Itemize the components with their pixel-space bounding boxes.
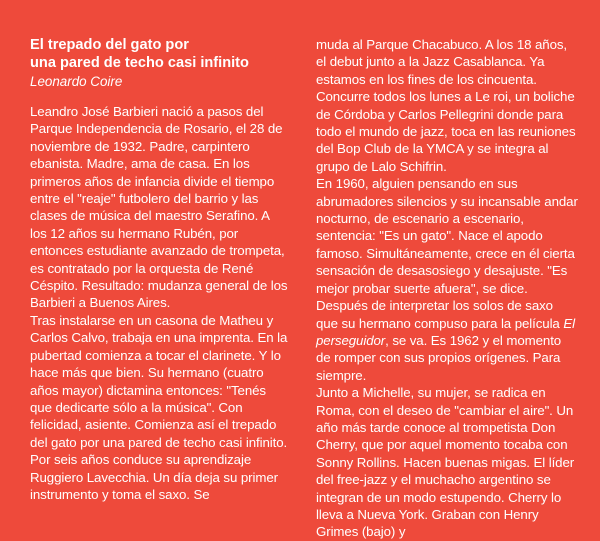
paragraph-left-2: Tras instalarse en un casona de Matheu y Carlos Calvo, trabaja en una imprenta. En la pubertad comienza a tocar el clarinete. Y lo hace más que bien. Su hermano (cuatro años mayor) dictamina entonces: "Tenés que dedicarte sólo a la música". Con felicidad, asiente. Comienza así el trepado del gato por una pared de techo casi infinito. xyxy=(30,312,288,450)
article-title xyxy=(30,36,288,72)
film-title: El perseguidor xyxy=(316,315,575,348)
author-byline: Leonardo Coire xyxy=(30,74,123,89)
paragraph-left-3: Por seis años conduce su aprendizaje Ruggiero Lavecchia. Un día deja su primer instrumento y toma el saxo. Se xyxy=(30,452,278,502)
left-column xyxy=(30,36,288,503)
paragraph-right-1: muda al Parque Chacabuco. A los 18 años, el debut junto a la Jazz Casablanca. Ya estamos en los fines de los cincuenta. Concurre todos los lunes a Le roi, un boliche de Córdoba y Carlos Pellegrini donde para todo el mundo de jazz, toca en las reuniones del Bop Club de la YMCA y se integra al grupo de Lalo Schifrin. xyxy=(316,37,576,174)
paragraph-right-2-tail: , se va. Es 1962 y el momento de romper con sus propios orígenes. Para siempre. xyxy=(316,332,562,383)
paragraph-left-1: Leandro José Barbieri nació a pasos del Parque Independencia de Rosario, el 28 de noviembre de 1932. Padre, carpintero ebanista. Madre, ama de casa. En los primeros años de infancia divide el tiempo entre el "reaje" futbolero del barrio y las clases de música del maestro Serafino. A los 12 años su hermano Rubén, por entonces estudiante avanzado de trompeta, es contratado por la orquesta de René Céspito. Resultado: mudanza general de los Barbieri a Buenos Aires. xyxy=(30,104,288,311)
paragraph-right-3: Junto a Michelle, su mujer, se radica en Roma, con el deseo de "cambiar el aire". Un año más tarde conoce al trompetista Don Cherry, que por aquel momento tocaba con Sonny Rollins. Hacen buenas migas. El líder del free-jazz y el muchacho argentino se integran de un modo estupendo. Cherry lo lleva a Nueva York. Graban con Henry Grimes (bajo) y xyxy=(316,385,575,540)
title-line-1: El trepado del gato por xyxy=(30,37,189,53)
paragraph-right-2 xyxy=(316,175,578,384)
title-line-2: una pared de techo casi infinito xyxy=(30,55,249,71)
paragraph-right-2-text: En 1960, alguien pensando en sus abrumadores silencios y su incansable andar nocturno, de escenario a escenario, sentencia: "Es un gato". Nace el apodo famoso. Simultáneamente, crece en él cierta sensación de desasosiego y desajuste. "Es mejor probar suerte afuera", se dice. Después de interpretar los solos de saxo que su hermano compuso para la película xyxy=(316,176,578,331)
right-column xyxy=(316,36,578,541)
